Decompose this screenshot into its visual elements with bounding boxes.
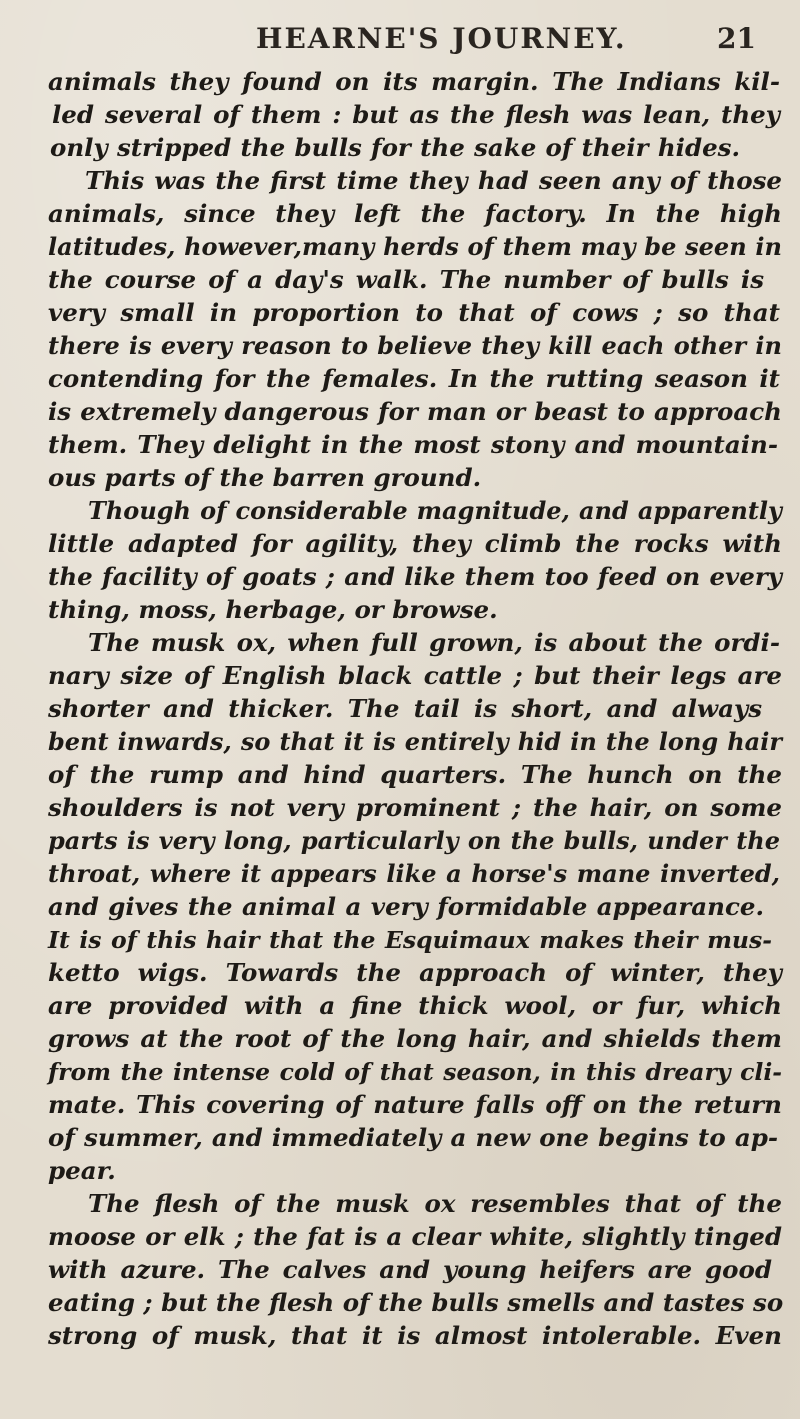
text-line: with azure. The calves and young heifers are good [48,1255,772,1284]
text-line: of summer, and immediately a new one begins to ap- [48,1123,778,1152]
text-line: grows at the root of the long hair, and shields them [48,1024,782,1053]
text-line: of the rump and hind quarters. The hunch on the [48,760,782,789]
page-header [0,18,800,62]
text-line: them. They delight in the most stony and mountain- [48,430,778,459]
text-line: only stripped the bulls for the sake of their hides. [50,133,740,162]
text-line: ous parts of the barren ground. [48,463,482,492]
text-line: shorter and thicker. The tail is short, and always [48,694,762,723]
text-line: very small in proportion to that of cows ; so that [48,298,780,327]
text-line: moose or elk ; the fat is a clear white, slightly tinged [48,1222,782,1251]
text-line: throat, where it appears like a horse's mane inverted, [48,859,780,888]
text-line: led several of them : but as the flesh was lean, they [52,100,780,129]
text-line: shoulders is not very prominent ; the hair, on some [48,793,782,822]
text-line: animals they found on its margin. The Indians kil- [48,67,780,96]
text-line: there is every reason to believe they kill each other in [48,331,782,360]
text-line: Though of considerable magnitude, and apparently [88,496,782,525]
running-head: HEARNE'S JOURNEY. [256,22,627,55]
text-line: bent inwards, so that it is entirely hid in the long hair [48,727,782,756]
text-line: the course of a day's walk. The number of bulls is [48,265,764,294]
text-line: strong of musk, that it is almost intolerable. Even [48,1321,782,1350]
text-line: latitudes, however,many herds of them may be seen in [48,232,782,261]
text-line: The flesh of the musk ox resembles that of the [88,1189,782,1218]
text-line: It is of this hair that the Esquimaux makes their mus- [48,926,772,954]
text-line: This was the first time they had seen any of those [85,166,782,195]
text-line: from the intense cold of that season, in this dreary cli- [48,1058,782,1086]
text-line: contending for the females. In the rutting season it [48,364,780,393]
text-line: parts is very long, particularly on the bulls, under the [48,826,780,855]
page-number: 21 [717,22,756,55]
text-line: the facility of goats ; and like them too feed on every [48,562,782,591]
text-line: pear. [48,1156,116,1185]
text-line: are provided with a fine thick wool, or fur, which [48,991,782,1020]
text-line: nary size of English black cattle ; but their legs are [48,661,782,690]
text-line: is extremely dangerous for man or beast to approach [48,397,782,426]
text-line: ketto wigs. Towards the approach of winter, they [48,958,782,987]
text-line: mate. This covering of nature falls off on the return [48,1090,782,1119]
text-line: and gives the animal a very formidable appearance. [48,892,764,921]
text-line: thing, moss, herbage, or browse. [48,595,498,624]
text-line: little adapted for agility, they climb the rocks with [48,529,782,558]
text-line: eating ; but the flesh of the bulls smells and tastes so [48,1288,784,1317]
text-line: The musk ox, when full grown, is about the ordi- [88,628,780,657]
text-line: animals, since they left the factory. In the high [48,199,782,228]
